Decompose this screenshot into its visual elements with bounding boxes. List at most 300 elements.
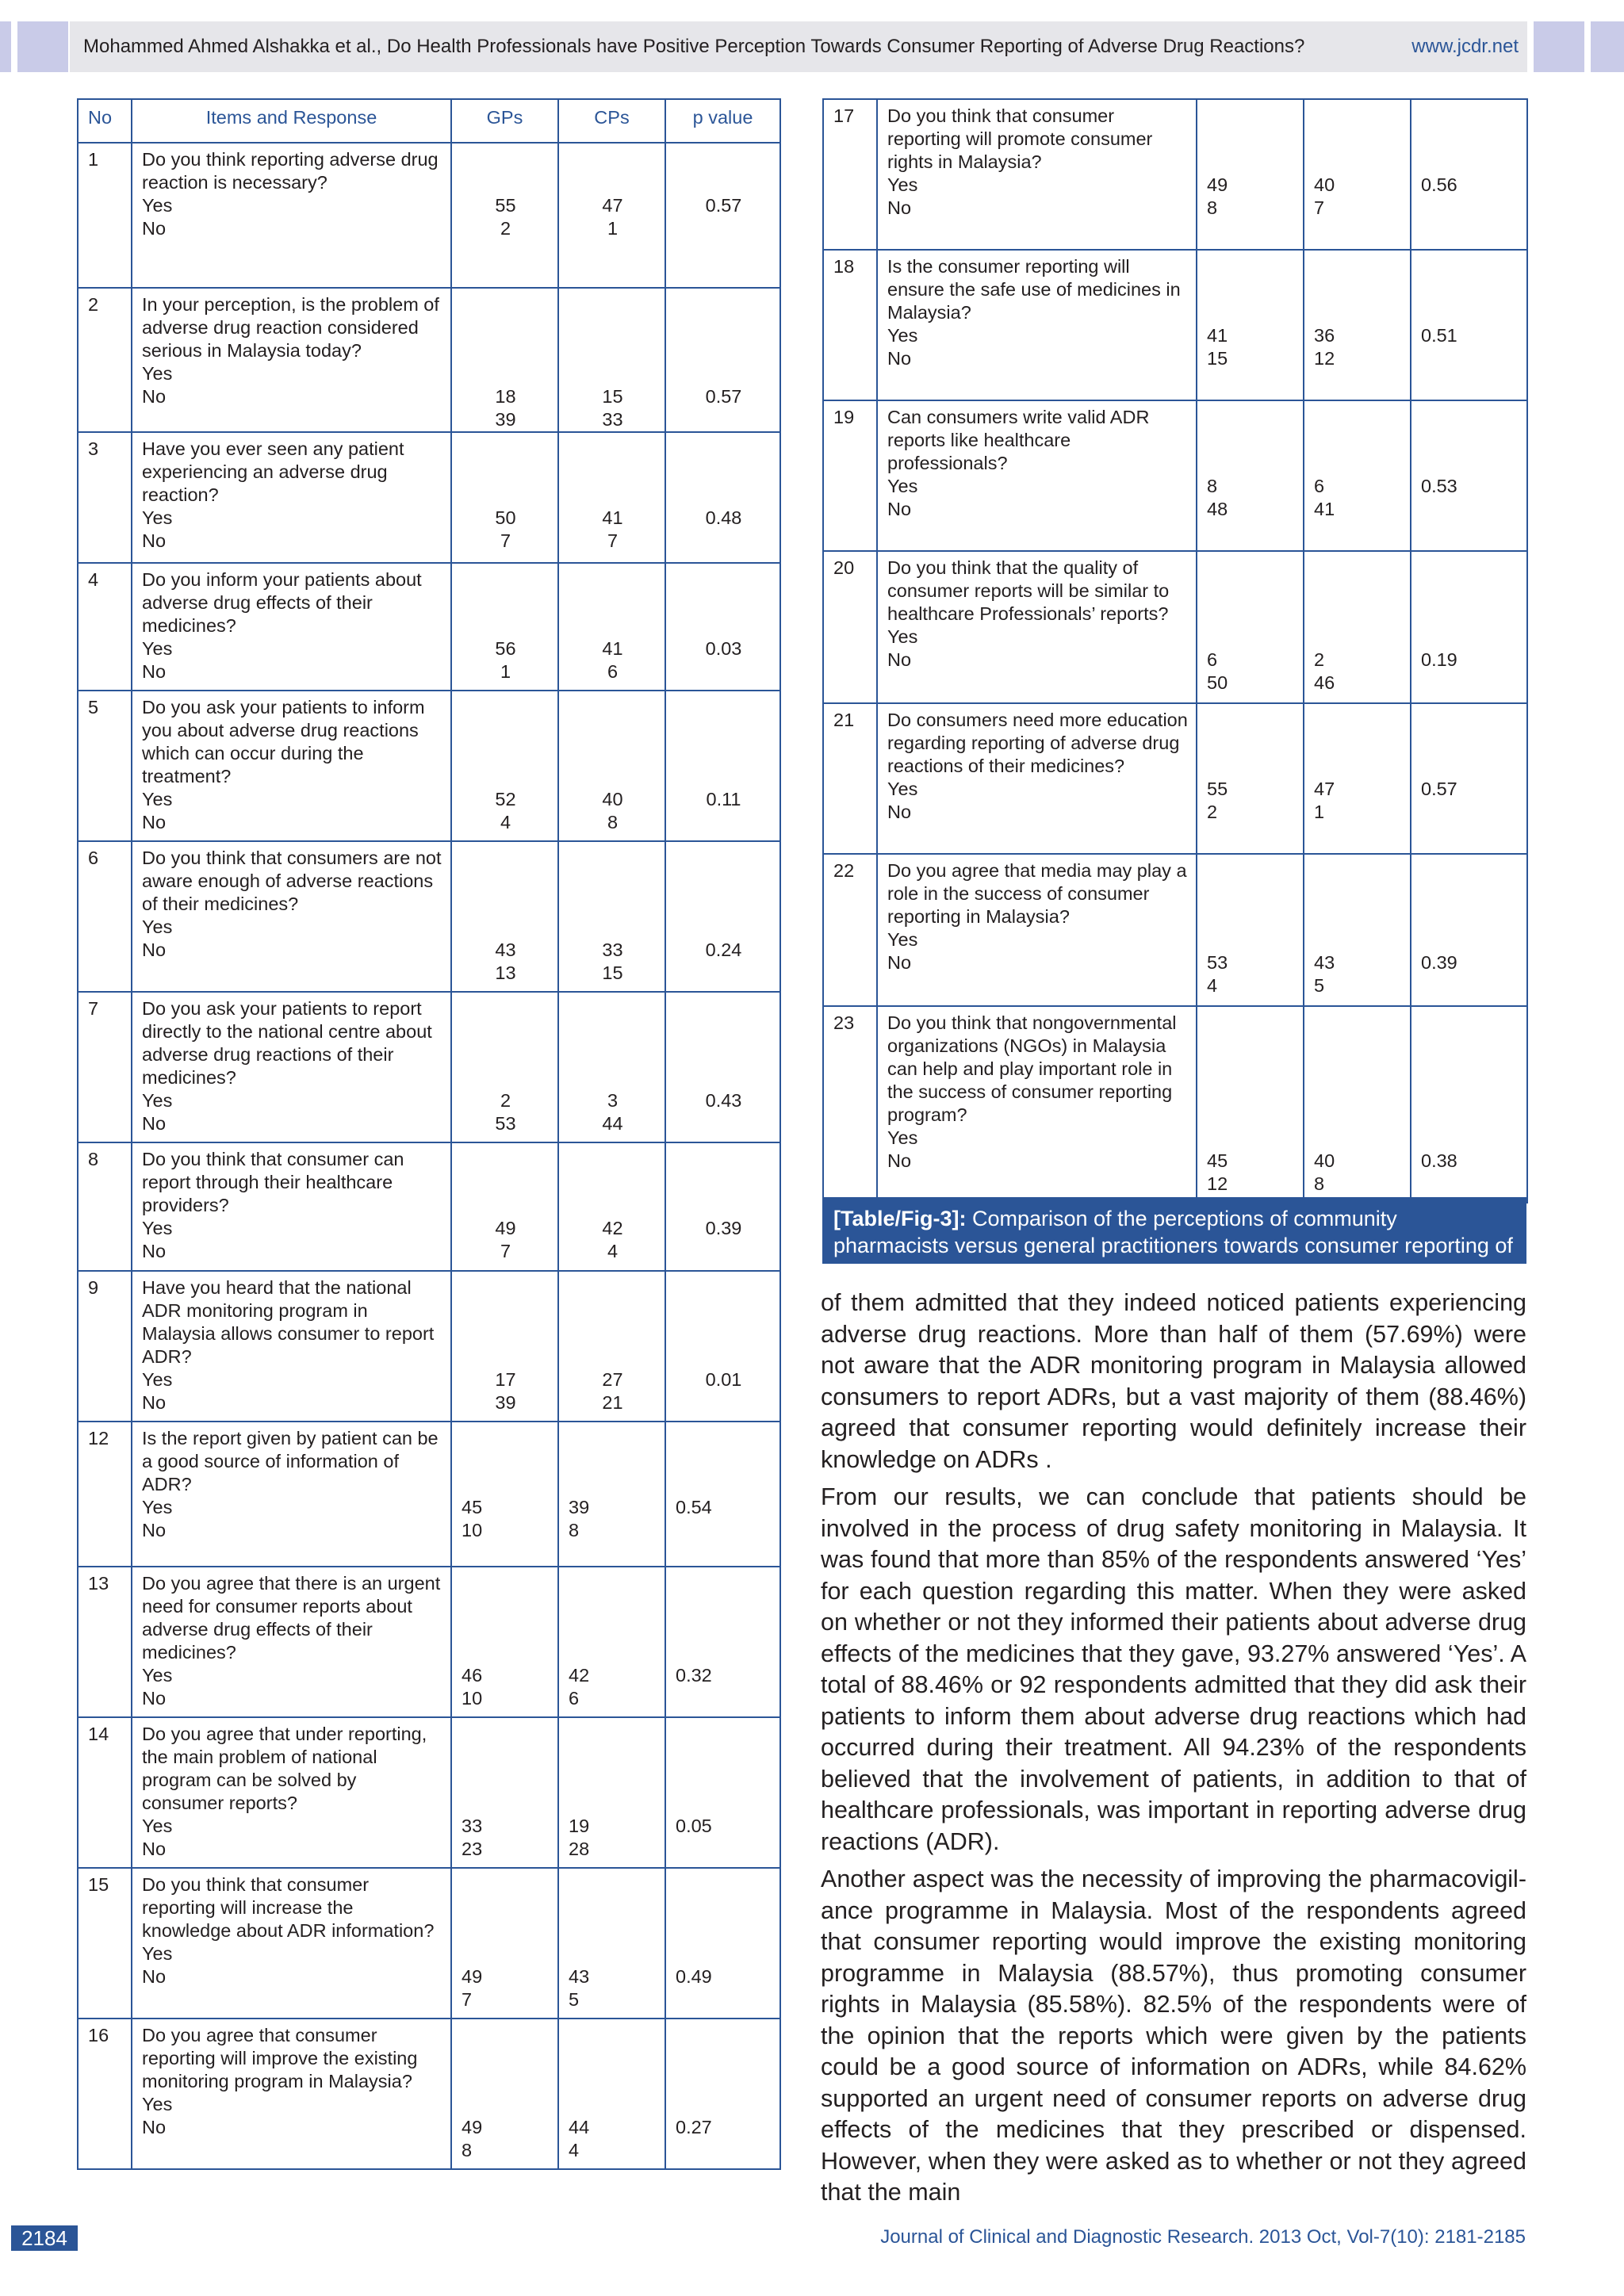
p-value: 0.51	[1421, 325, 1457, 346]
question-text: Do you think that the quality of consumer reports will be similar to healthcare Professionals’ reports?	[887, 557, 1170, 624]
cp-yes-count: 15	[602, 386, 623, 407]
page-number: 2184	[11, 2225, 78, 2251]
question-text: Do you think reporting adverse drug reaction is necessary?	[142, 149, 439, 193]
question-cell	[132, 1717, 451, 1868]
caption-label: [Table/Fig-3]:	[833, 1207, 967, 1230]
answer-yes: Yes	[142, 1943, 173, 1964]
answer-no: No	[887, 197, 912, 218]
cp-no-count: 21	[602, 1392, 623, 1413]
question-text: Is the consumer reporting will ensure the safe use of medicines in Malaysia?	[887, 256, 1181, 323]
cp-no-count: 4	[607, 1241, 619, 1261]
gp-count-cell	[1197, 250, 1304, 400]
gp-yes-count: 50	[495, 507, 516, 528]
cp-yes-count: 41	[602, 507, 623, 528]
cp-count-cell	[558, 1142, 665, 1271]
p-value: 0.27	[676, 2117, 712, 2137]
answer-no: No	[142, 1520, 167, 1540]
p-value-cell	[1411, 99, 1527, 250]
row-number: 3	[78, 432, 132, 563]
cp-no-count: 1	[607, 218, 619, 239]
gp-yes-count: 8	[1207, 476, 1218, 496]
question-cell	[877, 551, 1197, 703]
answer-yes: Yes	[142, 1816, 173, 1836]
cp-yes-count: 41	[602, 638, 623, 659]
question-cell	[132, 1271, 451, 1422]
table-row	[823, 551, 1527, 703]
gp-count-cell	[451, 841, 558, 992]
cp-yes-count: 43	[1314, 952, 1335, 973]
row-number: 13	[78, 1567, 132, 1717]
gp-no-count: 7	[500, 1241, 511, 1261]
cp-no-count: 4	[569, 2140, 580, 2160]
row-number: 19	[823, 400, 877, 551]
p-value: 0.39	[705, 1218, 742, 1238]
answer-yes: Yes	[887, 626, 918, 647]
answer-no: No	[142, 1392, 167, 1413]
cp-count-cell	[558, 2019, 665, 2169]
answer-yes: Yes	[142, 1218, 173, 1238]
gp-no-count: 39	[495, 409, 516, 430]
p-value: 0.05	[676, 1816, 712, 1836]
row-number: 21	[823, 703, 877, 854]
cp-no-count: 8	[1314, 1173, 1325, 1194]
question-cell	[132, 992, 451, 1142]
p-value-cell	[665, 1142, 780, 1271]
cp-yes-count: 40	[1314, 174, 1335, 195]
table-row	[78, 1422, 780, 1567]
gp-count-cell	[1197, 1006, 1304, 1203]
question-text: In your perception, is the problem of adverse drug reaction considered serious in Malaysia today?	[142, 294, 439, 361]
table-row	[823, 400, 1527, 551]
p-value: 0.57	[1421, 779, 1457, 799]
p-value-cell	[665, 1868, 780, 2019]
p-value-cell	[665, 992, 780, 1142]
cp-no-count: 15	[602, 962, 623, 983]
table-caption	[822, 1197, 1526, 1284]
cp-yes-count: 47	[1314, 779, 1335, 799]
question-cell	[132, 563, 451, 691]
answer-no: No	[142, 812, 167, 832]
table-row	[823, 99, 1527, 250]
p-value: 0.48	[705, 507, 742, 528]
table-row	[78, 992, 780, 1142]
table-row	[823, 250, 1527, 400]
journal-citation: Journal of Clinical and Diagnostic Research. 2013 Oct, Vol-7(10): 2181-2185	[880, 2226, 1526, 2248]
gp-no-count: 1	[500, 661, 511, 682]
cp-count-cell	[1304, 854, 1411, 1006]
answer-yes: Yes	[142, 363, 173, 384]
cp-no-count: 8	[569, 1520, 580, 1540]
journal-website-link[interactable]: www.jcdr.net	[1411, 36, 1519, 57]
p-value: 0.53	[1421, 476, 1457, 496]
question-text: Have you ever seen any patient experiencing an adverse drug reaction?	[142, 438, 404, 505]
page-header	[0, 21, 1624, 72]
perception-table-left	[77, 98, 781, 2170]
answer-no: No	[887, 1150, 912, 1171]
p-value-cell	[1411, 854, 1527, 1006]
question-cell	[877, 400, 1197, 551]
cp-count-cell	[558, 1422, 665, 1567]
answer-yes: Yes	[887, 1127, 918, 1148]
gp-yes-count: 55	[495, 195, 516, 216]
table-row	[78, 1142, 780, 1271]
cp-no-count: 1	[1314, 802, 1325, 822]
cp-yes-count: 40	[1314, 1150, 1335, 1171]
gp-yes-count: 33	[462, 1816, 483, 1836]
cp-yes-count: 44	[569, 2117, 590, 2137]
cp-yes-count: 6	[1314, 476, 1325, 496]
cp-count-cell	[1304, 1006, 1411, 1203]
cp-no-count: 12	[1314, 348, 1335, 369]
question-text: Do you agree that consumer reporting will improve the existing monitoring program in Malaysia?	[142, 2025, 418, 2091]
p-value-cell	[665, 1271, 780, 1422]
row-number: 23	[823, 1006, 877, 1203]
question-cell	[877, 1006, 1197, 1203]
question-cell	[132, 1567, 451, 1717]
gp-count-cell	[451, 1142, 558, 1271]
gp-no-count: 53	[495, 1113, 516, 1134]
gp-no-count: 8	[1207, 197, 1218, 218]
question-text: Do you think that consumers are not aware enough of adverse reactions of their medicines?	[142, 848, 442, 914]
cp-count-cell	[558, 691, 665, 841]
gp-count-cell	[451, 1868, 558, 2019]
gp-yes-count: 45	[462, 1497, 483, 1517]
row-number: 20	[823, 551, 877, 703]
cp-no-count: 33	[602, 409, 623, 430]
cp-count-cell	[558, 288, 665, 432]
row-number: 1	[78, 143, 132, 288]
cp-yes-count: 47	[602, 195, 623, 216]
gp-no-count: 8	[462, 2140, 473, 2160]
answer-no: No	[887, 348, 912, 369]
cp-no-count: 8	[607, 812, 619, 832]
question-cell	[132, 1422, 451, 1567]
cp-count-cell	[558, 1717, 665, 1868]
question-cell	[877, 250, 1197, 400]
answer-no: No	[142, 530, 167, 551]
question-text: Do you agree that media may play a role in the success of consumer reporting in Malaysia?	[887, 860, 1187, 927]
gp-yes-count: 49	[462, 2117, 483, 2137]
p-value: 0.32	[676, 1665, 712, 1686]
gp-count-cell	[1197, 99, 1304, 250]
gp-yes-count: 17	[495, 1369, 516, 1390]
cp-no-count: 41	[1314, 499, 1335, 519]
cp-count-cell	[558, 1567, 665, 1717]
p-value-cell	[665, 841, 780, 992]
body-paragraph-1: of them admitted that they indeed noticed patients experiencing adverse drug reactions. More than half of them (57.69%) were not aware that the ADR monitoring program in Malaysia allowed consumers to report ADRs, but a vast majority of them (88.46%) agreed that consumer reporting would definitely increase their knowledge on ADRs .	[821, 1289, 1526, 1473]
cp-yes-count: 27	[602, 1369, 623, 1390]
cp-count-cell	[558, 992, 665, 1142]
cp-count-cell	[558, 563, 665, 691]
answer-yes: Yes	[142, 1497, 173, 1517]
cp-no-count: 5	[569, 1989, 580, 2010]
answer-yes: Yes	[142, 1369, 173, 1390]
gp-count-cell	[451, 288, 558, 432]
answer-no: No	[887, 499, 912, 519]
question-text: Do you inform your patients about adverse drug effects of their medicines?	[142, 569, 422, 636]
gp-count-cell	[1197, 703, 1304, 854]
question-cell	[877, 99, 1197, 250]
table-row	[823, 1006, 1527, 1203]
table-row	[78, 2019, 780, 2169]
p-value: 0.01	[705, 1369, 742, 1390]
answer-yes: Yes	[142, 916, 173, 937]
gp-count-cell	[451, 1422, 558, 1567]
table-row	[823, 703, 1527, 854]
question-text: Do you ask your patients to inform you about adverse drug reactions which can occur during the treatment?	[142, 697, 425, 786]
table-row	[78, 1271, 780, 1422]
answer-no: No	[142, 1966, 167, 1987]
cp-yes-count: 2	[1314, 649, 1325, 670]
gp-count-cell	[451, 2019, 558, 2169]
gp-count-cell	[451, 432, 558, 563]
gp-yes-count: 49	[462, 1966, 483, 1987]
cp-yes-count: 40	[602, 789, 623, 809]
question-cell	[132, 2019, 451, 2169]
cp-yes-count: 39	[569, 1497, 590, 1517]
question-text: Have you heard that the national ADR monitoring program in Malaysia allows consumer to report ADR?	[142, 1277, 435, 1367]
answer-no: No	[887, 802, 912, 822]
table-row	[78, 288, 780, 432]
p-value-cell	[1411, 1006, 1527, 1203]
question-text: Do you agree that there is an urgent need for consumer reports about adverse drug effects of their medicines?	[142, 1573, 441, 1663]
question-text: Do consumers need more education regarding reporting of adverse drug reactions of their medicines?	[887, 710, 1188, 776]
cp-count-cell	[1304, 703, 1411, 854]
answer-yes: Yes	[887, 779, 918, 799]
gp-no-count: 13	[495, 962, 516, 983]
gp-count-cell	[451, 143, 558, 288]
caption-text: Comparison of the perceptions of community pharmacists versus general practitioners towards consumer reporting of ADRs	[833, 1207, 1513, 1284]
gp-no-count: 12	[1207, 1173, 1228, 1194]
question-cell	[877, 854, 1197, 1006]
question-cell	[877, 703, 1197, 854]
cp-count-cell	[1304, 551, 1411, 703]
cp-no-count: 6	[569, 1688, 580, 1709]
row-number: 5	[78, 691, 132, 841]
p-value: 0.03	[705, 638, 742, 659]
gp-no-count: 4	[1207, 975, 1218, 996]
row-number: 4	[78, 563, 132, 691]
gp-no-count: 39	[495, 1392, 516, 1413]
gp-count-cell	[451, 563, 558, 691]
gp-no-count: 7	[500, 530, 511, 551]
cp-no-count: 28	[569, 1839, 590, 1859]
row-number: 18	[823, 250, 877, 400]
answer-no: No	[142, 2117, 167, 2137]
gp-yes-count: 55	[1207, 779, 1228, 799]
p-value: 0.19	[1421, 649, 1457, 670]
gp-yes-count: 53	[1207, 952, 1228, 973]
row-number: 14	[78, 1717, 132, 1868]
question-cell	[132, 841, 451, 992]
gp-no-count: 15	[1207, 348, 1228, 369]
answer-no: No	[142, 1688, 167, 1709]
gp-count-cell	[1197, 854, 1304, 1006]
header-accent-left-2	[17, 21, 68, 72]
p-value: 0.54	[676, 1497, 712, 1517]
running-title: Mohammed Ahmed Alshakka et al., Do Health Professionals have Positive Perception Towards Consumer Reporting of Adverse Drug Reactions?	[83, 36, 1305, 57]
answer-no: No	[142, 1113, 167, 1134]
cp-no-count: 44	[602, 1113, 623, 1134]
table-row	[78, 1868, 780, 2019]
answer-no: No	[887, 952, 912, 973]
body-paragraph-2: From our results, we can conclude that patients should be involved in the process of drug safety monitoring in Malaysia. It was found that more than 85% of the respondents answered ‘Yes’ for each question regarding this matter. When they were asked on whether or not they informed their patients about adverse drug effects of the medicines that they gave, 93.27% answered ‘Yes’. A total of 88.46% or 92 respondents admitted that they did ask their patients to inform them about adverse drug reactions which had occurred during their treatment. All 94.23% of the respondents believed that the involvement of patients, in addition to that of healthcare professionals, was important in reporting adverse drug reactions (ADR).	[821, 1483, 1526, 1855]
row-number: 9	[78, 1271, 132, 1422]
p-value-cell	[1411, 400, 1527, 551]
table-row	[78, 841, 780, 992]
answer-yes: Yes	[142, 1090, 173, 1111]
p-value: 0.11	[706, 789, 741, 809]
row-number: 16	[78, 2019, 132, 2169]
header-accent-left	[0, 21, 11, 72]
cp-yes-count: 36	[1314, 325, 1335, 346]
gp-yes-count: 6	[1207, 649, 1218, 670]
cp-yes-count: 3	[607, 1090, 619, 1111]
row-number: 6	[78, 841, 132, 992]
gp-count-cell	[451, 1567, 558, 1717]
question-cell	[132, 1868, 451, 2019]
row-number: 2	[78, 288, 132, 432]
answer-yes: Yes	[887, 174, 918, 195]
answer-no: No	[142, 661, 167, 682]
cp-count-cell	[1304, 250, 1411, 400]
cp-count-cell	[1304, 400, 1411, 551]
answer-yes: Yes	[142, 789, 173, 809]
row-number: 22	[823, 854, 877, 1006]
p-value-cell	[665, 691, 780, 841]
cp-yes-count: 33	[602, 939, 623, 960]
gp-yes-count: 45	[1207, 1150, 1228, 1171]
cp-count-cell	[558, 432, 665, 563]
question-text: Do you think that nongovernmental organizations (NGOs) in Malaysia can help and play important role in the success of consumer reporting program?	[887, 1012, 1177, 1125]
p-value-cell	[665, 1717, 780, 1868]
answer-yes: Yes	[142, 2094, 173, 2114]
table-row	[78, 563, 780, 691]
question-text: Do you agree that under reporting, the main problem of national program can be solved by consumer reports?	[142, 1724, 427, 1813]
table-row	[78, 1567, 780, 1717]
col-header-gps: GPs	[451, 99, 558, 143]
gp-count-cell	[1197, 551, 1304, 703]
gp-no-count: 48	[1207, 499, 1228, 519]
p-value-cell	[665, 1567, 780, 1717]
p-value: 0.49	[676, 1966, 712, 1987]
gp-count-cell	[451, 992, 558, 1142]
gp-yes-count: 46	[462, 1665, 483, 1686]
question-cell	[132, 143, 451, 288]
gp-yes-count: 18	[495, 386, 516, 407]
answer-no: No	[887, 649, 912, 670]
p-value-cell	[1411, 250, 1527, 400]
gp-count-cell	[451, 1271, 558, 1422]
answer-no: No	[142, 218, 167, 239]
table-row	[823, 854, 1527, 1006]
gp-yes-count: 43	[495, 939, 516, 960]
question-text: Can consumers write valid ADR reports like healthcare professionals?	[887, 407, 1150, 473]
gp-no-count: 23	[462, 1839, 483, 1859]
answer-no: No	[142, 386, 167, 407]
cp-yes-count: 19	[569, 1816, 590, 1836]
table-row	[78, 143, 780, 288]
gp-count-cell	[451, 1717, 558, 1868]
table-row	[78, 432, 780, 563]
p-value-cell	[665, 2019, 780, 2169]
cp-count-cell	[558, 143, 665, 288]
p-value-cell	[665, 288, 780, 432]
cp-count-cell	[558, 1271, 665, 1422]
gp-yes-count: 41	[1207, 325, 1228, 346]
question-cell	[132, 288, 451, 432]
col-header-items: Items and Response	[132, 99, 451, 143]
question-cell	[132, 432, 451, 563]
question-text: Do you think that consumer reporting will promote consumer rights in Malaysia?	[887, 105, 1153, 172]
p-value-cell	[665, 143, 780, 288]
question-cell	[132, 691, 451, 841]
p-value: 0.57	[705, 386, 742, 407]
gp-no-count: 2	[500, 218, 511, 239]
answer-no: No	[142, 1241, 167, 1261]
answer-yes: Yes	[142, 195, 173, 216]
row-number: 7	[78, 992, 132, 1142]
answer-yes: Yes	[142, 507, 173, 528]
gp-no-count: 2	[1207, 802, 1218, 822]
cp-yes-count: 42	[569, 1665, 590, 1686]
cp-no-count: 7	[1314, 197, 1325, 218]
cp-yes-count: 43	[569, 1966, 590, 1987]
table-row	[78, 1717, 780, 1868]
answer-yes: Yes	[142, 638, 173, 659]
answer-yes: Yes	[887, 476, 918, 496]
cp-no-count: 6	[607, 661, 619, 682]
cp-count-cell	[558, 1868, 665, 2019]
p-value: 0.57	[705, 195, 742, 216]
gp-yes-count: 52	[495, 789, 516, 809]
answer-yes: Yes	[142, 1665, 173, 1686]
cp-count-cell	[1304, 99, 1411, 250]
question-text: Do you think that consumer can report through their healthcare providers?	[142, 1149, 404, 1215]
answer-yes: Yes	[887, 325, 918, 346]
gp-count-cell	[451, 691, 558, 841]
p-value-cell	[665, 563, 780, 691]
header-accent-right	[1534, 21, 1584, 72]
body-text-column	[821, 1288, 1526, 2215]
cp-yes-count: 42	[602, 1218, 623, 1238]
row-number: 15	[78, 1868, 132, 2019]
p-value: 0.43	[705, 1090, 742, 1111]
gp-no-count: 7	[462, 1989, 473, 2010]
header-accent-right-2	[1591, 21, 1624, 72]
col-header-cps: CPs	[558, 99, 665, 143]
answer-no: No	[142, 939, 167, 960]
answer-no: No	[142, 1839, 167, 1859]
gp-no-count: 4	[500, 812, 511, 832]
gp-count-cell	[1197, 400, 1304, 551]
p-value-cell	[665, 1422, 780, 1567]
row-number: 17	[823, 99, 877, 250]
row-number: 8	[78, 1142, 132, 1271]
cp-no-count: 46	[1314, 672, 1335, 693]
table-row	[78, 691, 780, 841]
perception-table-right	[822, 98, 1528, 1203]
p-value-cell	[1411, 703, 1527, 854]
cp-no-count: 5	[1314, 975, 1325, 996]
cp-count-cell	[558, 841, 665, 992]
body-paragraph-3: Another aspect was the necessity of improving the pharmacovigil-ance programme in Malaysia. Most of the respondents agreed that consumer reporting would improve the existing monitoring programme in Malaysia (88.57%), thus promoting consumer rights in Malaysia (85.58%). 82.5% of the respondents were of the opinion that the reports which were given by the patients could be a good source of information on ADRs, while 84.62% supported an urgent need of consumer reports on adverse drug effects of the medicines that they prescribed or dispensed. However, when they were asked as to whether or not they agreed that the main	[821, 1866, 1526, 2206]
gp-no-count: 50	[1207, 672, 1228, 693]
p-value-cell	[1411, 551, 1527, 703]
col-header-p-value: p value	[665, 99, 780, 143]
answer-yes: Yes	[887, 929, 918, 950]
p-value: 0.39	[1421, 952, 1457, 973]
